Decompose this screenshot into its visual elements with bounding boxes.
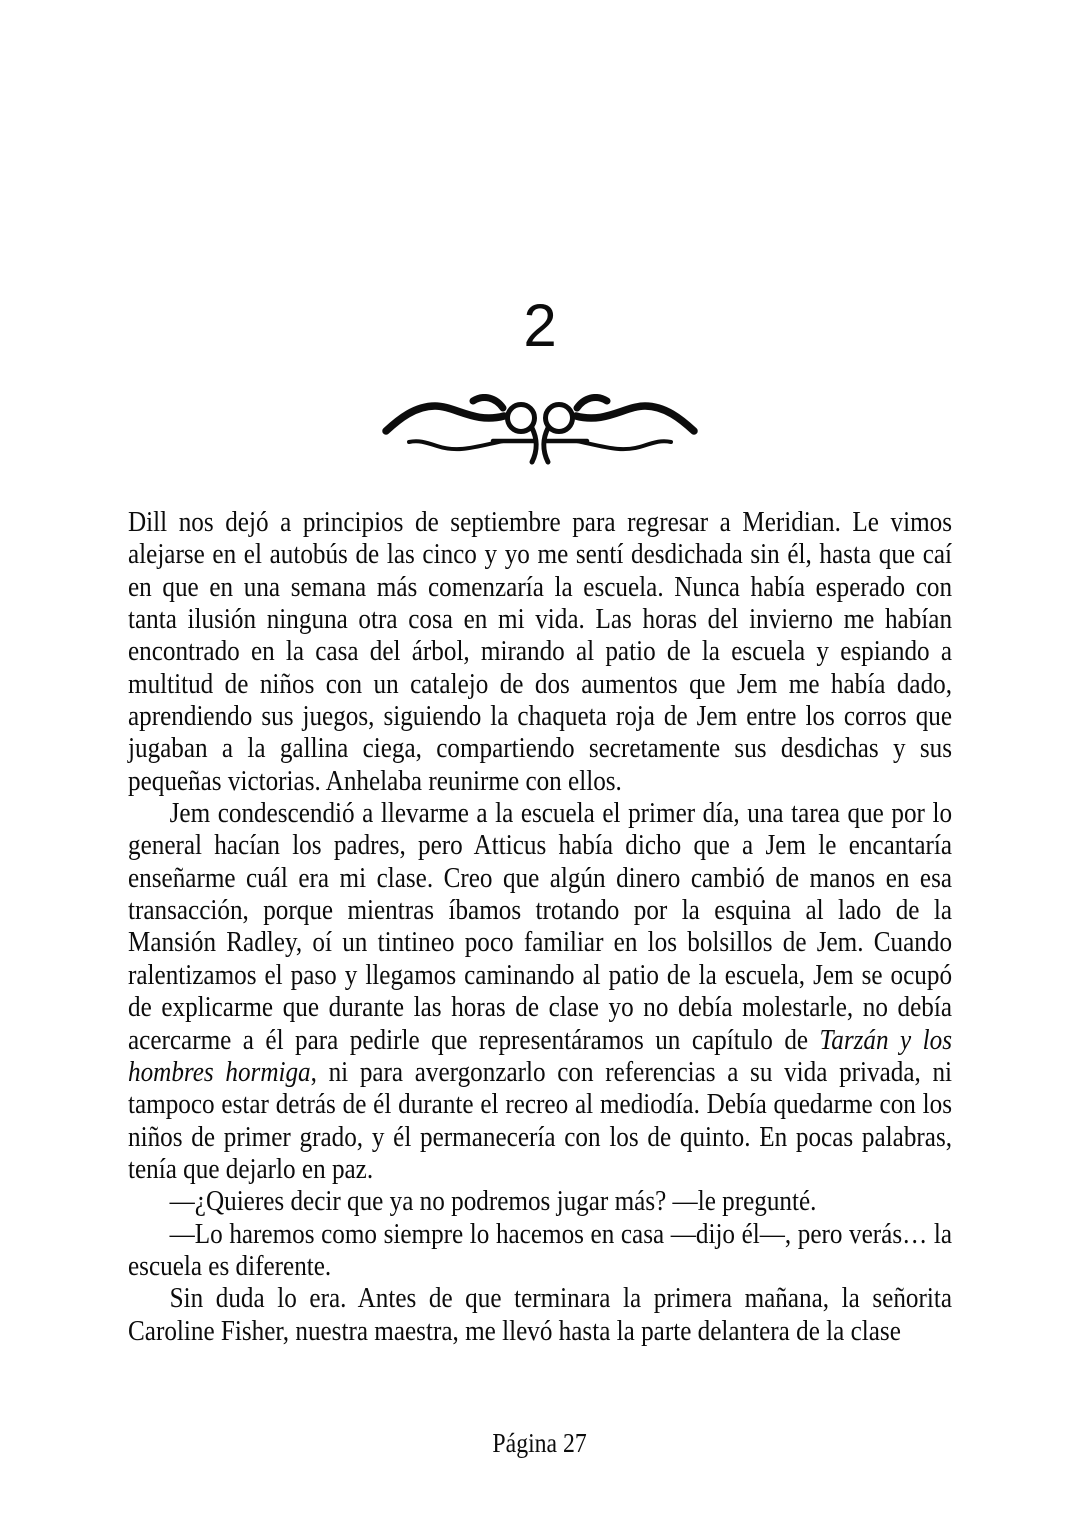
chapter-divider-flourish-icon <box>380 394 700 466</box>
text-segment: , ni para avergonzarlo con referencias a su vida privada, ni tampoco estar detrás de él durante el recreo al mediodía. Debía quedarme con los niños de primer grado, y él permanecería con los de quinto. En pocas palabras, tenía que dejarlo en paz. <box>128 1055 953 1185</box>
italic-text-segment: Tarzán y los hombres hormiga <box>128 1023 953 1088</box>
page-number-label: Página 27 <box>492 1428 588 1458</box>
paragraph <box>128 1218 952 1283</box>
text-segment: Jem condescendió a llevarme a la escuela el primer día, una tarea que por lo general hacían los padres, pero Atticus había dicho que a Jem le encantaría enseñarme cuál era mi clase. Creo que algún dinero cambió de manos en esa transacción, porque mientras íbamos trotando por la esquina al lado de la Mansión Radley, oí un tintineo poco familiar en los bolsillos de Jem. Cuando ralentizamos el paso y llegamos caminando al patio de la escuela, Jem se ocupó de explicarme que durante las horas de clase yo no debía molestarle, no debía acercarme a él para pedirle que representáramos un capítulo de <box>128 797 953 1056</box>
chapter-number: 2 <box>523 292 557 359</box>
page-footer <box>0 1428 1080 1458</box>
text-segment: Sin duda lo era. Antes de que terminara la primera mañana, la señorita Caroline Fisher, nuestra maestra, me llevó hasta la parte delantera de la clase <box>128 1282 953 1347</box>
chapter-body-text <box>128 506 952 1347</box>
paragraph <box>128 1185 952 1217</box>
text-segment: —¿Quieres decir que ya no podremos jugar más? —le pregunté. <box>169 1185 817 1218</box>
text-segment: Dill nos dejó a principios de septiembre para regresar a Meridian. Le vimos alejarse en el autobús de las cinco y yo me sentí desdichada sin él, hasta que caí en que en una semana más comenzaría la escuela. Nunca había esperado con tanta ilusión ninguna otra cosa en mi vida. Las horas del invierno me habían encontrado en la casa del árbol, mirando al patio de la escuela y espiando a multitud de niños con un catalejo de dos aumentos que Jem me había dado, aprendiendo sus juegos, siguiendo la chaqueta roja de Jem entre los corros que jugaban a la gallina ciega, compartiendo secretamente sus desdichas y sus pequeñas victorias. Anhelaba reunirme con ellos. <box>128 506 953 797</box>
text-segment: —Lo haremos como siempre lo hacemos en casa —dijo él—, pero verás… la escuela es diferente. <box>128 1217 953 1282</box>
paragraph <box>128 506 952 797</box>
paragraph <box>128 1282 952 1347</box>
paragraph <box>128 797 952 1185</box>
